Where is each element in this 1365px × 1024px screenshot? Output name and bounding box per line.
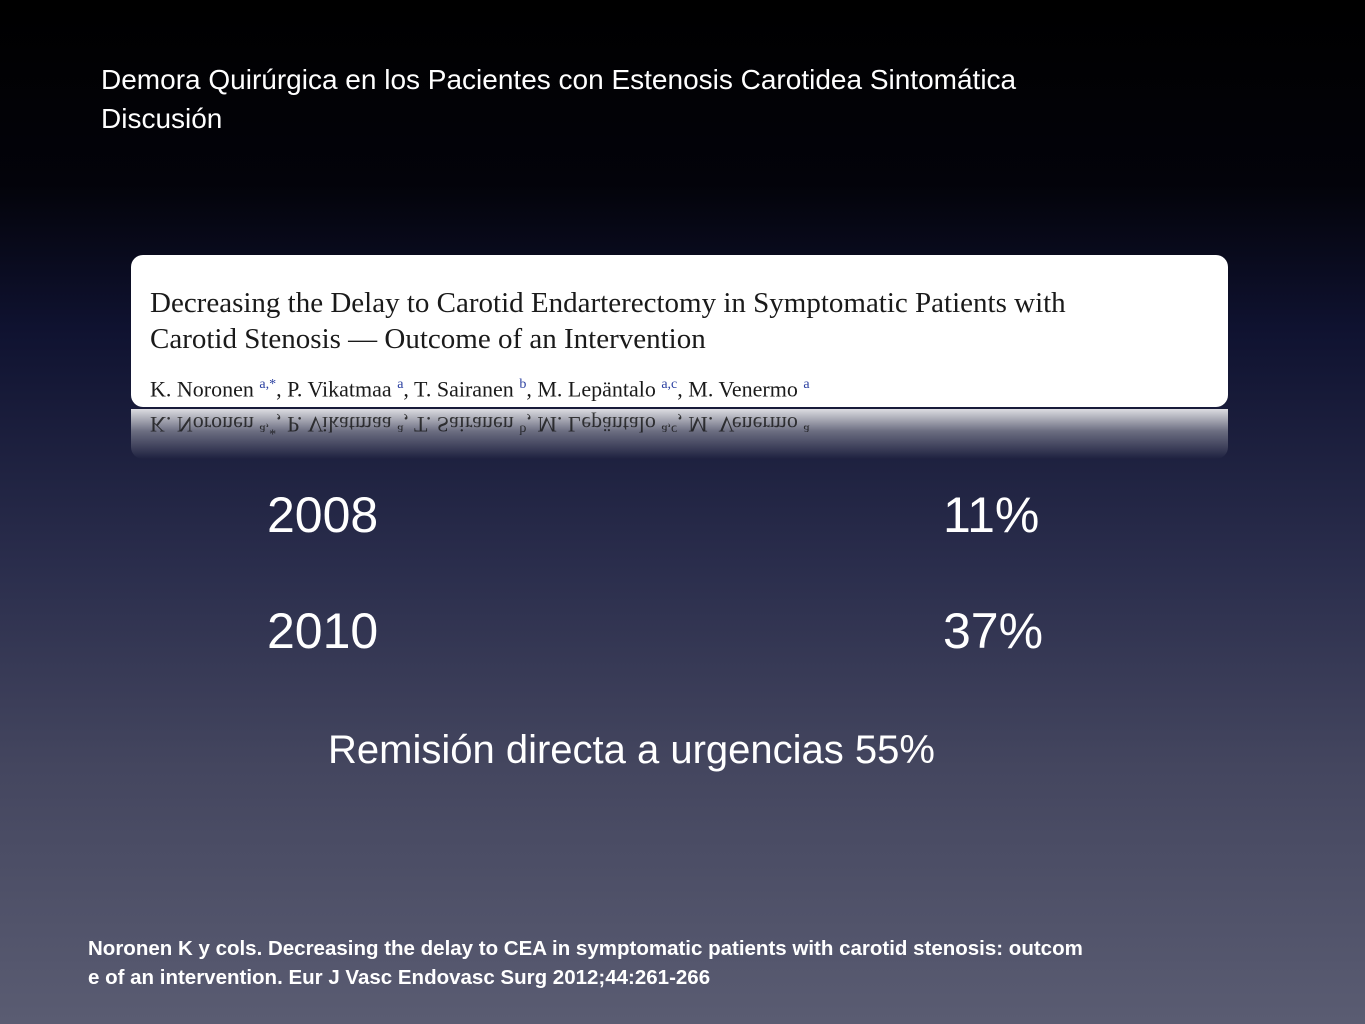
author-affiliation-reflection: a [397,421,404,437]
author-separator: , [526,376,538,402]
author-name: P. Vikatmaa [287,376,392,402]
author-name: T. Sairanen [414,376,514,402]
author-affiliation: b [519,377,527,392]
reference-line2: e of an intervention. Eur J Vasc Endovasc Surg 2012;44:261-266 [88,966,711,989]
author-name: M. Lepäntalo [537,376,656,402]
author-affiliation: a,c [661,377,678,392]
author-separator: , [276,376,288,402]
author-separator-reflection: , [677,412,689,437]
author-name: M. Venermo [688,376,798,402]
remision-text: Remisión directa a urgencias 55% [328,728,935,772]
slide-title [101,60,1221,138]
author-separator-reflection: , [526,412,538,437]
reference-citation [88,934,1268,992]
article-title-line1: Decreasing the Delay to Carotid Endarterectomy in Symptomatic Patients with [150,287,1066,319]
slide-title-line1: Demora Quirúrgica en los Pacientes con Estenosis Carotidea Sintomática [101,64,1017,95]
authors-reflection [150,411,1220,441]
stat-value-2008: 11% [943,487,1040,543]
author-affiliation-reflection: b [519,421,527,437]
author-affiliation: a [803,377,810,392]
author-affiliation-reflection: a [803,421,810,437]
author-name-reflection: M. Venermo [688,412,798,437]
article-card-reflection [131,409,1228,459]
author-separator-reflection: , [403,412,415,437]
article-title-line2: Carotid Stenosis — Outcome of an Intervention [150,323,706,355]
author-name: K. Noronen [150,376,254,402]
author-name-reflection: T. Sairanen [414,412,514,437]
author-affiliation-reflection: a,c [661,421,678,437]
stat-year-2010: 2010 [267,603,379,659]
slide-title-line2: Discusión [101,103,223,134]
author-name-reflection: M. Lepäntalo [537,412,656,437]
author-affiliation-reflection: a,* [259,421,277,437]
article-authors [150,372,1220,402]
author-separator: , [677,376,689,402]
author-separator: , [403,376,415,402]
stat-value-2010: 37% [943,603,1044,659]
author-name-reflection: P. Vikatmaa [287,412,392,437]
reference-line1: Noronen K y cols. Decreasing the delay to CEA in symptomatic patients with carotid stenosis: outcom [88,937,1083,960]
article-title [150,285,1220,357]
author-name-reflection: K. Noronen [150,412,254,437]
author-affiliation: a,* [259,377,277,392]
stat-year-2008: 2008 [267,487,379,543]
author-affiliation: a [397,377,404,392]
author-separator-reflection: , [276,412,288,437]
article-header-card [131,255,1228,407]
